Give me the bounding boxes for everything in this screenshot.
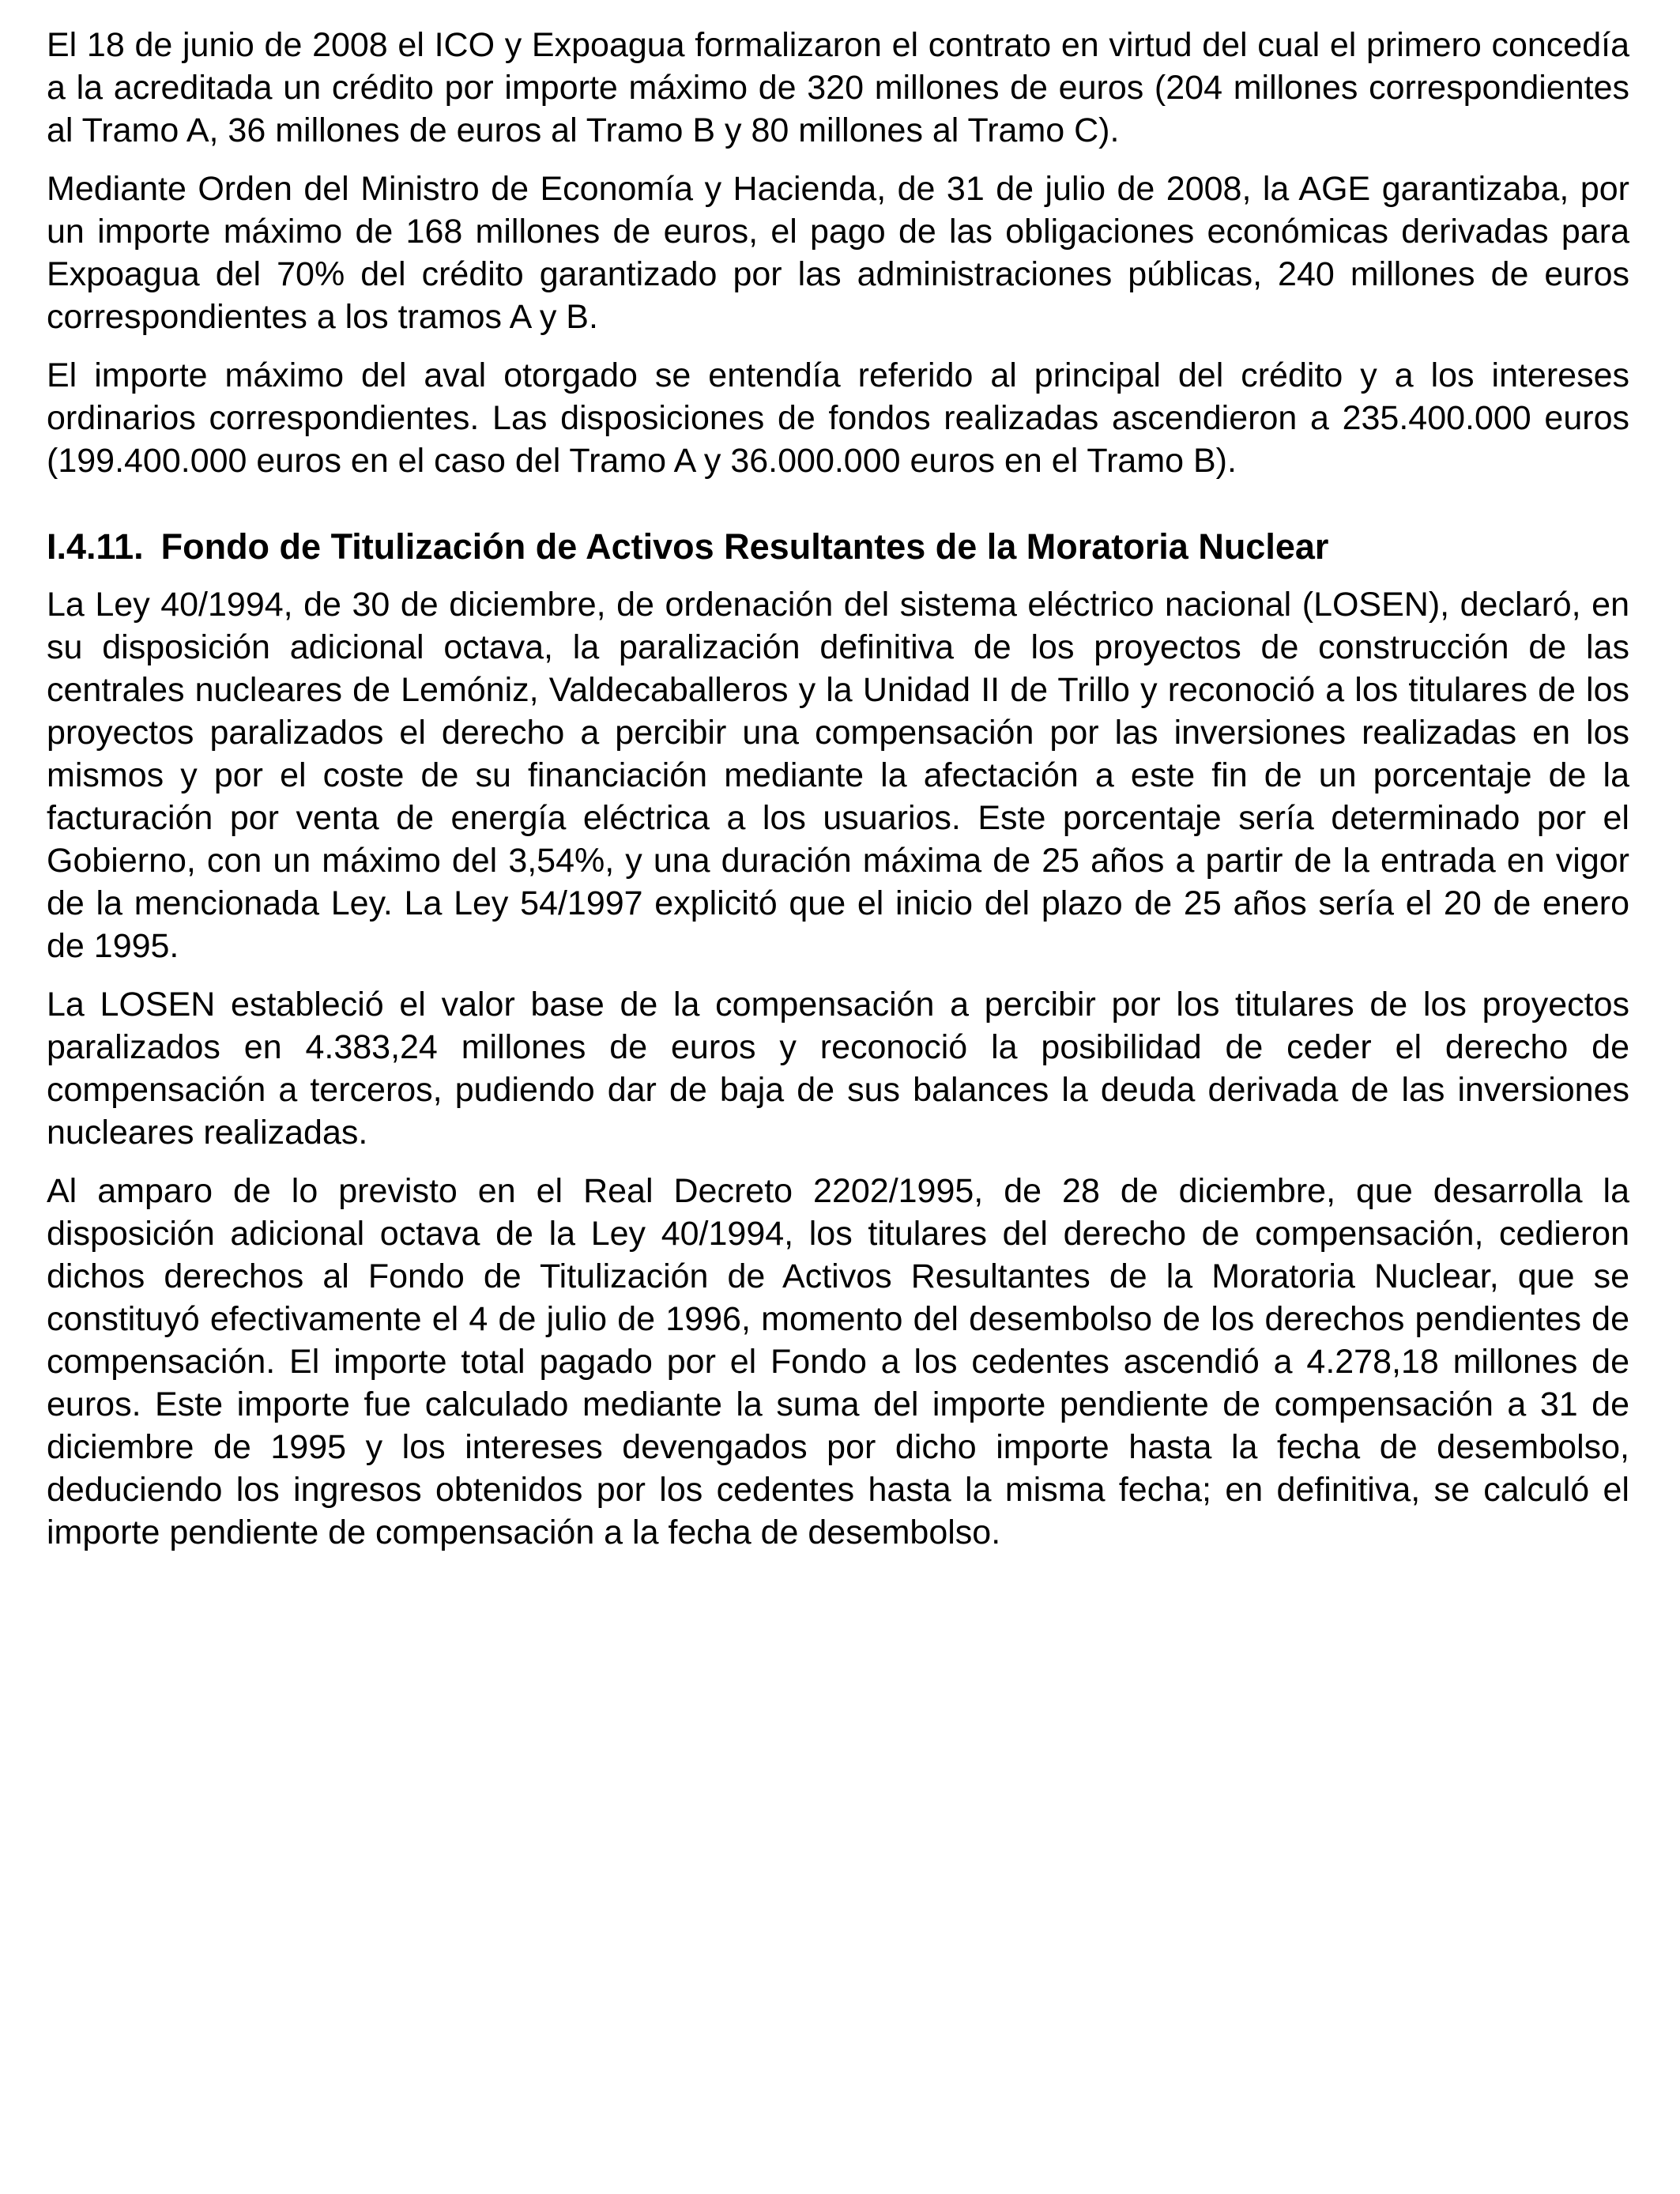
section-title: Fondo de Titulización de Activos Resultantes de la Moratoria Nuclear <box>160 526 1329 567</box>
paragraph-fund-constitution: Al amparo de lo previsto en el Real Decreto 2202/1995, de 28 de diciembre, que desarrolla la disposición adicional octava de la Ley 40/1994, los titulares del derecho de compensación, cedieron dichos derechos al Fondo de Titulización de Activos Resultantes de la Moratoria Nuclear, que se constituyó efectivamente el 4 de julio de 1996, momento del desembolso de los derechos pendientes de compensación. El importe total pagado por el Fondo a los cedentes ascendió a 4.278,18 millones de euros. Este importe fue calculado mediante la suma del importe pendiente de compensación a 31 de diciembre de 1995 y los intereses devengados por dicho importe hasta la fecha de desembolso, deduciendo los ingresos obtenidos por los cedentes hasta la misma fecha; en definitiva, se calculó el importe pendiente de compensación a la fecha de desembolso. <box>47 1172 1629 1551</box>
paragraph-compensation-value: La LOSEN estableció el valor base de la compensación a percibir por los titulares de los proyectos paralizados en 4.383,24 millones de euros y reconoció la posibilidad de ceder el derecho de compensación a terceros, pudiendo dar de baja de sus balances la deuda derivada de las inversiones nucleares realizadas. <box>47 986 1629 1152</box>
paragraph-losen-law: La Ley 40/1994, de 30 de diciembre, de ordenación del sistema eléctrico nacional (LOSEN), declaró, en su disposición adicional octava, la paralización definitiva de los proyectos de construcción de las centrales nucleares de Lemóniz, Valdecaballeros y la Unidad II de Trillo y reconoció a los titulares de los proyectos paralizados el derecho a percibir una compensación por las inversiones realizadas en los mismos y por el coste de su financiación mediante la afectación a este fin de un porcentaje de la facturación por venta de energía eléctrica a los usuarios. Este porcentaje sería determinado por el Gobierno, con un máximo del 3,54%, y una duración máxima de 25 años a partir de la entrada en vigor de la mencionada Ley. La Ley 54/1997 explicitó que el inicio del plazo de 25 años sería el 20 de enero de 1995. <box>47 586 1629 965</box>
document-page <box>47 24 1629 1570</box>
section-heading <box>47 523 1629 571</box>
paragraph-contract: El 18 de junio de 2008 el ICO y Expoagua formalizaron el contrato en virtud del cual el primero concedía a la acreditada un crédito por importe máximo de 320 millones de euros (204 millones correspondientes al Tramo A, 36 millones de euros al Tramo B y 80 millones al Tramo C). <box>47 26 1629 149</box>
paragraph-guarantee-amount: El importe máximo del aval otorgado se entendía referido al principal del crédito y a los intereses ordinarios correspondientes. Las disposiciones de fondos realizadas ascendieron a 235.400.000 euros (199.400.000 euros en el caso del Tramo A y 36.000.000 euros en el Tramo B). <box>47 356 1629 480</box>
section-number: I.4.11. <box>47 526 144 567</box>
paragraph-guarantee-order: Mediante Orden del Ministro de Economía y Hacienda, de 31 de julio de 2008, la AGE garantizaba, por un importe máximo de 168 millones de euros, el pago de las obligaciones económicas derivadas para Expoagua del 70% del crédito garantizado por las administraciones públicas, 240 millones de euros correspondientes a los tramos A y B. <box>47 170 1629 336</box>
